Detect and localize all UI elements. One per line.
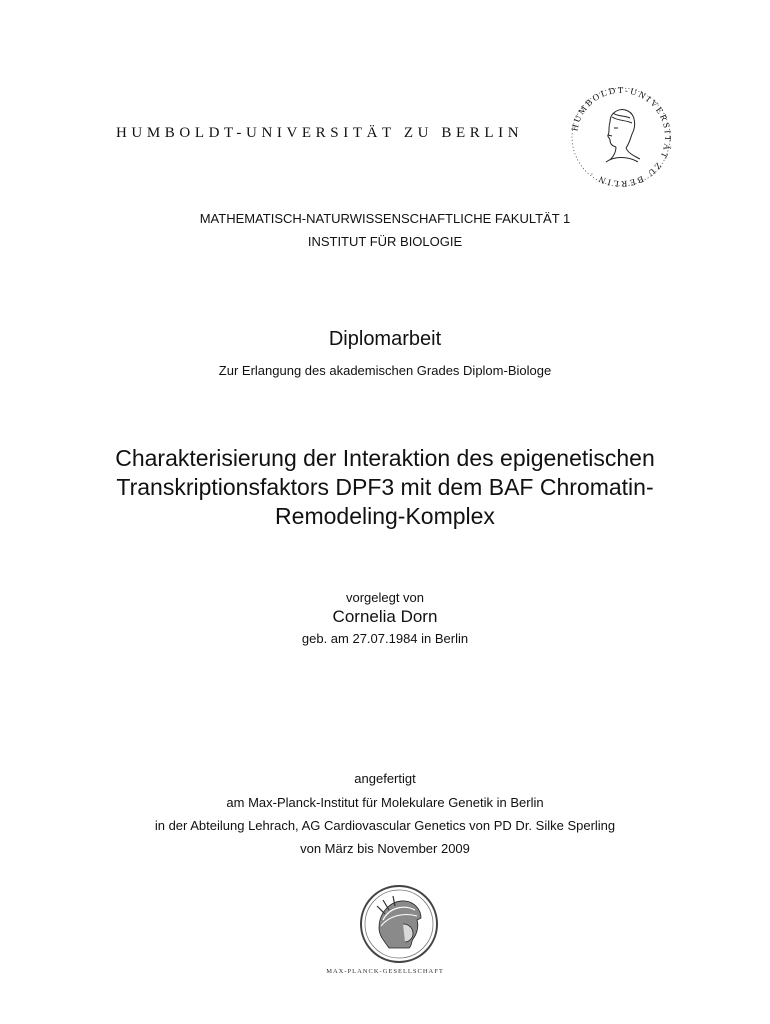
institute-name: INSTITUT FÜR BIOLOGIE xyxy=(307,234,463,249)
department-line: in der Abteilung Lehrach, AG Cardiovascular Genetics von PD Dr. Silke Sperling xyxy=(154,818,616,833)
period-line: von März bis November 2009 xyxy=(300,841,470,856)
submitted-by-label: vorgelegt von xyxy=(345,590,425,605)
svg-text:HUMBOLDT-UNIVERSITÄT ZU BERLIN: HUMBOLDT-UNIVERSITÄT ZU BERLIN · xyxy=(569,84,674,190)
author-birth: geb. am 27.07.1984 in Berlin xyxy=(301,631,469,646)
university-name: HUMBOLDT-UNIVERSITÄT ZU BERLIN xyxy=(116,125,524,141)
max-planck-name: MAX-PLANCK-GESELLSCHAFT xyxy=(326,968,444,975)
humboldt-university-seal xyxy=(566,82,676,192)
max-planck-logo xyxy=(359,884,439,964)
thesis-title xyxy=(100,444,670,531)
degree-line: Zur Erlangung des akademischen Grades Diplom-Biologe xyxy=(218,363,552,378)
made-label: angefertigt xyxy=(354,771,416,786)
title-line: Remodeling-Komplex xyxy=(275,503,495,529)
author-name: Cornelia Dorn xyxy=(332,607,438,626)
faculty-name: MATHEMATISCH-NATURWISSENSCHAFTLICHE FAKULTÄT 1 xyxy=(199,211,571,226)
title-line: Transkriptionsfaktors DPF3 mit dem BAF Chromatin- xyxy=(116,474,654,500)
document-type: Diplomarbeit xyxy=(328,328,442,350)
title-line: Charakterisierung der Interaktion des epigenetischen xyxy=(115,445,655,471)
institute-place: am Max-Planck-Institut für Molekulare Genetik in Berlin xyxy=(226,795,544,810)
